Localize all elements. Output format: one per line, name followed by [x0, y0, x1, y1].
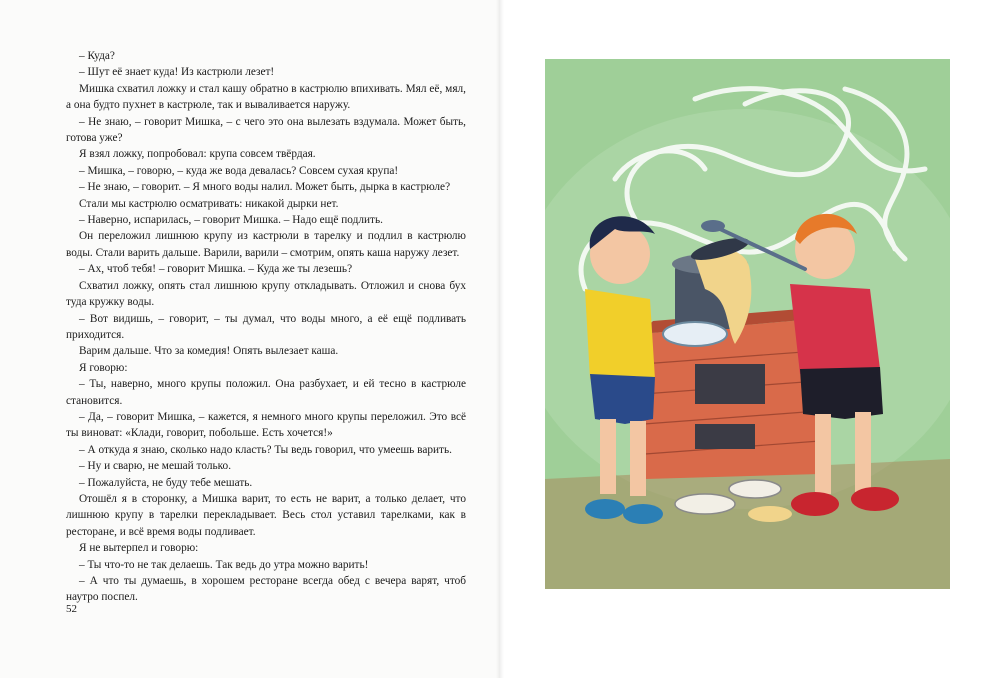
paragraph: Мишка схватил ложку и стал кашу обратно в кастрюлю впихивать. Мял её, мял, а она будто пухнет в кастрюле, так и вываливается наружу.: [66, 82, 466, 112]
paragraph: Я взял ложку, попробовал: крупа совсем твёрдая.: [79, 148, 316, 161]
plate: [663, 322, 727, 346]
paragraph: – Ну и сварю, не мешай только.: [79, 460, 232, 473]
paragraph: Отошёл я в сторонку, а Мишка варит, то есть не варит, а только делает, что лишнюю крупу в тарелки перекладывает. Весь стол уставил тарелками, как в ресторане, и всё время воды подливает.: [66, 492, 466, 538]
paragraph: – Наверно, испарилась, – говорит Мишка. – Надо ещё подлить.: [79, 214, 383, 227]
paragraph: – А что ты думаешь, в хорошем ресторане всегда обед с вечера варят, чтоб наутро поспел.: [66, 575, 466, 604]
ash-door: [695, 424, 755, 449]
stove-door: [695, 364, 765, 404]
paragraph: Схватил ложку, опять стал лишнюю крупу откладывать. Отложил и снова бух туда кружку воды.: [66, 279, 466, 309]
paragraph: – Куда?: [79, 50, 115, 62]
paragraph: – Ты, наверно, много крупы положил. Она разбухает, и ей тесно в кастрюле становится.: [66, 378, 466, 407]
paragraph: Я говорю:: [79, 361, 128, 374]
paragraph: Варим дальше. Что за комедия! Опять вылезает каша.: [79, 345, 339, 358]
paragraph: – А откуда я знаю, сколько надо класть? Ты ведь говорил, что умеешь варить.: [79, 443, 452, 456]
red-shirt: [790, 284, 880, 374]
paragraph: Я не вытерпел и говорю:: [79, 542, 199, 555]
paragraph: – Вот видишь, – говорит, – ты думал, что воды много, а её ещё подливать приходится.: [66, 312, 466, 341]
illustration: [545, 59, 950, 589]
dark-shorts: [800, 367, 883, 419]
paragraph: – Шут её знает куда! Из кастрюли лезет!: [79, 66, 275, 79]
story-text: [66, 48, 466, 606]
illustration-art: [545, 59, 950, 589]
paragraph: – Да, – говорит Мишка, – кажется, я немного много крупы переложил. Это всё ты виноват: «Клади, говорит, побольше. Есть хочется!»: [66, 410, 466, 440]
paragraph: – Не знаю, – говорит Мишка, – с чего это она вылезать вздумала. Может быть, готова уже?: [66, 115, 466, 145]
blue-shorts: [590, 374, 655, 424]
paragraph: – Ты что-то не так делаешь. Так ведь до утра можно варить!: [79, 558, 369, 571]
yellow-shirt: [585, 289, 655, 379]
paragraph: – Пожалуйста, не буду тебе мешать.: [79, 476, 253, 489]
paragraph: – Мишка, – говорю, – куда же вода девалась? Совсем сухая крупа!: [79, 164, 399, 177]
page-number: 52: [66, 603, 77, 615]
paragraph: Он переложил лишнюю крупу из кастрюли в тарелку и подлил в кастрюлю воды. Стали варить дальше. Варили, варили – смотрим, опять каша наружу лезет.: [66, 230, 466, 259]
paragraph: Стали мы кастрюлю осматривать: никакой дырки нет.: [79, 197, 339, 210]
book-spine: [496, 0, 504, 678]
paragraph: – Ах, чтоб тебя! – говорит Мишка. – Куда же ты лезешь?: [79, 263, 353, 276]
paragraph: – Не знаю, – говорит. – Я много воды налил. Может быть, дырка в кастрюле?: [79, 181, 451, 194]
